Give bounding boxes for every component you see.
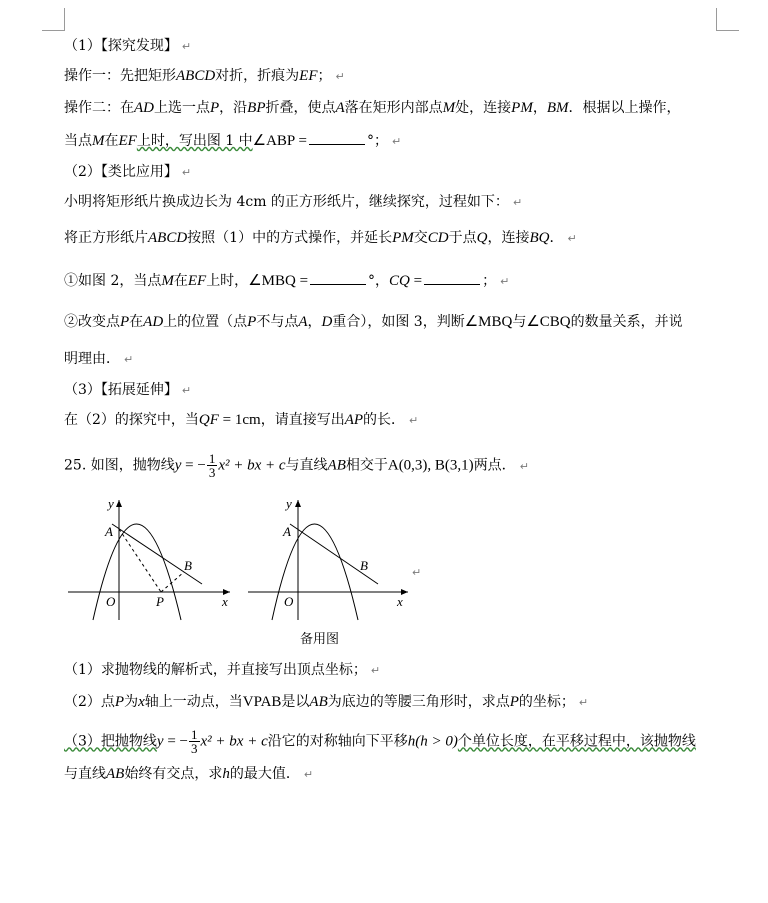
subquestion-2: ②改变点P在AD上的位置（点P不与点A，D重合），如图 3，判断∠MBQ与∠CBQ的数量关系，并说 <box>64 314 683 330</box>
q3-question: 在（2）的探究中，当QF = 1cm，请直接写出AP的长． ↵ <box>64 412 419 428</box>
axis-label-y: y <box>108 496 114 511</box>
axis-label-y: y <box>286 496 292 511</box>
paragraph-mark-icon: ↵ <box>519 459 529 473</box>
paragraph-mark-icon: ↵ <box>370 664 381 677</box>
answer-blank[interactable] <box>309 130 365 145</box>
paragraph-mark-icon: ↵ <box>335 70 345 83</box>
point-label-b: B <box>184 558 192 573</box>
subquestion-1: ①如图 2，当点M在EF上时，∠MBQ = °，CQ = ； ↵ <box>64 270 509 292</box>
sub-question-2: （2）点P为x轴上一动点，当VPAB是以AB为底边的等腰三角形时，求点P的坐标； ↵ <box>64 694 589 710</box>
q3-heading: （3）【拓展延伸】 ↵ <box>64 382 192 398</box>
figure-parabola-with-point-p <box>60 492 240 622</box>
paragraph-mark-icon: ↵ <box>391 135 402 148</box>
point-label-a: A <box>283 524 291 539</box>
sub-question-1: （1）求抛物线的解析式，并直接写出顶点坐标； ↵ <box>64 662 381 678</box>
origin-label: O <box>284 594 294 609</box>
origin-label: O <box>106 594 116 609</box>
axis-label-x: x <box>397 594 403 609</box>
figure-parabola-spare <box>240 492 420 622</box>
q2-intro: 小明将矩形纸片换成边长为 4cm 的正方形纸片，继续探究，过程如下： ↵ <box>64 194 523 210</box>
paragraph-mark-icon: ↵ <box>567 232 577 245</box>
paragraph-mark-icon: ↵ <box>181 166 192 179</box>
fraction-one-third: $\frac{1}{3}$ <box>191 727 198 756</box>
answer-blank[interactable] <box>424 270 480 285</box>
sub-question-3: （3）把抛物线y = − $\frac{1}{3}$ x² + bx + c沿它的对称轴向下平移h(h > 0)个单位长度，在平移过程中，该抛物线 <box>64 727 696 756</box>
paragraph-mark-icon: ↵ <box>500 275 510 288</box>
paragraph-mark-icon: ↵ <box>512 196 523 209</box>
paragraph-mark-icon: ↵ <box>409 414 419 427</box>
q1-heading: （1）【探究发现】 ↵ <box>64 38 192 54</box>
q2-procedure: 将正方形纸片ABCD按照（1）中的方式操作，并延长PM交CD于点Q，连接BQ． ↵ <box>64 230 577 246</box>
operation-one: 操作一：先把矩形ABCD对折，折痕为EF； ↵ <box>64 68 345 84</box>
paragraph-mark-icon: ↵ <box>578 696 589 709</box>
answer-blank[interactable] <box>310 270 366 285</box>
paragraph-mark-icon: ↵ <box>181 384 192 397</box>
page-corner-mark-left <box>42 8 65 31</box>
problem-25-stem: 25. 如图，抛物线y = − $\frac{1}{3}$ x² + bx + c与直线AB相交于A(0,3), B(3,1)两点． ↵ <box>64 451 529 480</box>
point-label-p: P <box>156 594 164 609</box>
operation-two: 操作二：在AD上选一点P，沿BP折叠，使点A落在矩形内部点M处，连接PM，BM．根据以上操作， <box>64 100 681 116</box>
subquestion-2-continued: 明理由． ↵ <box>64 351 134 367</box>
q2-heading: （2）【类比应用】 ↵ <box>64 164 192 180</box>
paragraph-mark-icon: ↵ <box>412 566 422 579</box>
point-label-a: A <box>105 524 113 539</box>
figure-caption: 备用图 <box>300 632 340 647</box>
fraction-one-third: $\frac{1}{3}$ <box>208 451 216 480</box>
operation-two-continued: 当点M在EF上时，写出图 1 中∠ABP = °； ↵ <box>64 130 401 152</box>
sub-question-3-continued: 与直线AB始终有交点，求h的最大值． ↵ <box>64 766 314 782</box>
page-corner-mark-right <box>716 8 739 31</box>
paragraph-mark-icon: ↵ <box>303 768 314 781</box>
point-label-b: B <box>360 558 368 573</box>
axis-label-x: x <box>222 594 228 609</box>
paragraph-mark-icon: ↵ <box>181 40 192 53</box>
paragraph-mark-icon: ↵ <box>124 353 134 366</box>
